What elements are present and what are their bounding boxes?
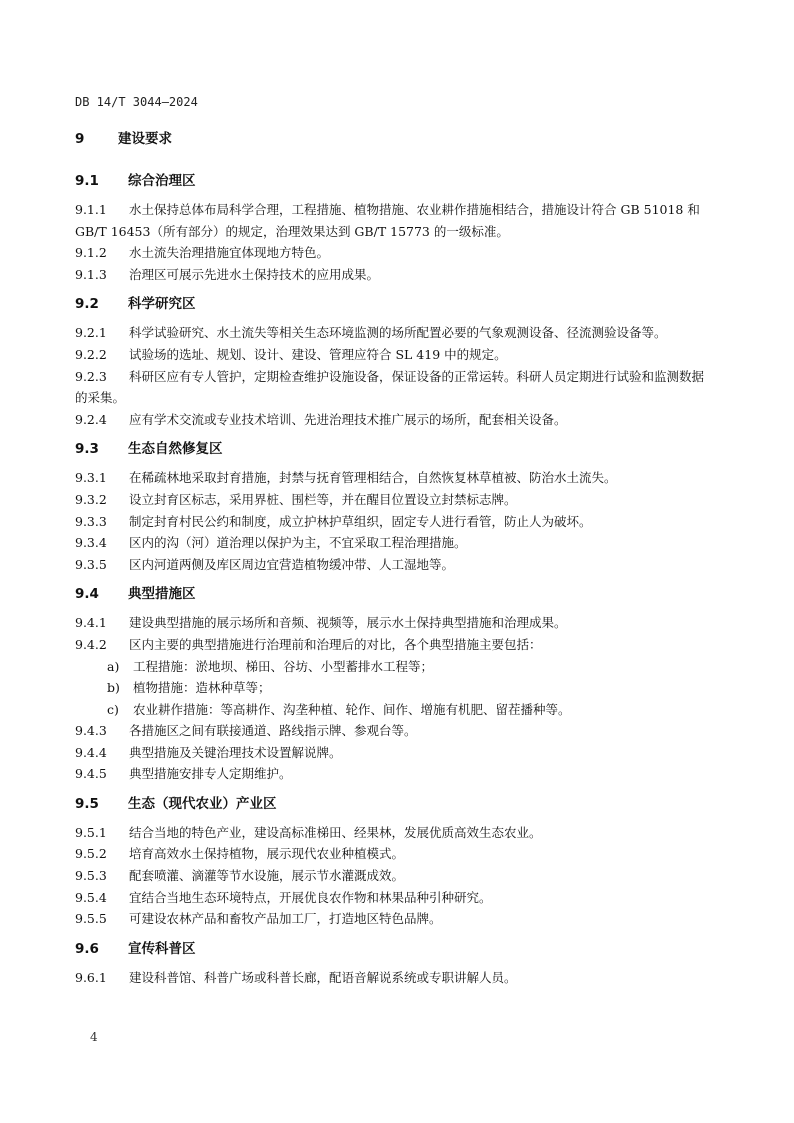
clause-text: 建设科普馆、科普广场或科普长廊，配语音解说系统或专职讲解人员。 xyxy=(129,969,517,985)
clause-number: 9.5.3 xyxy=(75,867,107,883)
clause xyxy=(75,865,705,887)
section-number: 9.5 xyxy=(75,795,99,812)
section-title: 生态自然修复区 xyxy=(128,441,223,458)
section-title: 综合治理区 xyxy=(128,173,196,189)
clause xyxy=(75,264,705,286)
section-title: 科学研究区 xyxy=(128,296,196,313)
clause-number: 9.1.3 xyxy=(75,266,107,282)
clause-number: 9.3.5 xyxy=(75,556,107,572)
clause xyxy=(75,467,705,489)
clause xyxy=(75,322,705,344)
clause-text: 制定封育村民公约和制度，成立护林护草组织，固定专人进行看管，防止人为破坏。 xyxy=(129,513,592,529)
list-item xyxy=(75,656,705,678)
clause-text: 应有学术交流或专业技术培训、先进治理技术推广展示的场所，配套相关设备。 xyxy=(129,411,567,427)
clause-number: 9.4.2 xyxy=(75,636,107,652)
clause-text: 典型措施及关键治理技术设置解说牌。 xyxy=(129,744,342,760)
chapter-title: 建设要求 xyxy=(118,131,172,147)
clause xyxy=(75,366,705,409)
section-number: 9.4 xyxy=(75,586,99,603)
clause-number: 9.4.3 xyxy=(75,723,107,738)
clause-number: 9.2.4 xyxy=(75,411,107,427)
clause-text: 各措施区之间有联接通道、路线指示牌、参观台等。 xyxy=(129,723,417,738)
clause-text: 宜结合当地生态环境特点，开展优良农作物和林果品种引种研究。 xyxy=(129,889,492,905)
list-item-label: c) xyxy=(107,701,119,717)
clause-text: 治理区可展示先进水土保持技术的应用成果。 xyxy=(129,266,380,282)
clause xyxy=(75,720,705,742)
document-body xyxy=(75,129,705,988)
section-title: 宣传科普区 xyxy=(128,940,196,957)
clause-number: 9.3.1 xyxy=(75,470,107,486)
clause-text: 试验场的选址、规划、设计、建设、管理应符合 SL 419 中的规定。 xyxy=(129,346,507,362)
clause-number: 9.4.1 xyxy=(75,615,107,631)
document-code: DB 14/T 3044—2024 xyxy=(75,95,198,109)
clause xyxy=(75,742,705,764)
section-heading xyxy=(75,293,705,315)
clause xyxy=(75,967,705,989)
clause xyxy=(75,242,705,264)
list-item-label: b) xyxy=(107,680,120,695)
clause-number: 9.3.3 xyxy=(75,513,107,529)
chapter-number: 9 xyxy=(75,131,85,147)
clause-text: 水土流失治理措施宜体现地方特色。 xyxy=(129,245,330,261)
list-item-text: 植物措施：造林种草等； xyxy=(133,680,271,695)
clause-text: 在稀疏林地采取封育措施，封禁与抚育管理相结合，自然恢复林草植被、防治水土流失。 xyxy=(129,470,617,486)
clause xyxy=(75,532,705,554)
clause xyxy=(75,634,705,656)
clause-text: 典型措施安排专人定期维护。 xyxy=(129,766,292,782)
page-number: 4 xyxy=(90,1030,98,1044)
clause-number: 9.2.3 xyxy=(75,368,107,384)
clause-number: 9.4.4 xyxy=(75,744,107,760)
clause-number: 9.5.5 xyxy=(75,911,107,927)
clause-text: 区内河道两侧及库区周边宜营造植物缓冲带、人工湿地等。 xyxy=(129,556,455,572)
clause-number: 9.6.1 xyxy=(75,969,107,985)
clause xyxy=(75,887,705,909)
clause-text: 区内主要的典型措施进行治理前和治理后的对比，各个典型措施主要包括： xyxy=(129,636,542,652)
section-number: 9.1 xyxy=(75,173,99,189)
chapter-heading xyxy=(75,129,705,149)
clause-number: 9.2.2 xyxy=(75,346,107,362)
clause-number: 9.3.4 xyxy=(75,535,107,551)
list-item-text: 工程措施：淤地坝、梯田、谷坊、小型蓄排水工程等； xyxy=(133,658,434,674)
clause-number: 9.4.5 xyxy=(75,766,107,782)
clause xyxy=(75,763,705,785)
clause xyxy=(75,554,705,576)
clause-number: 9.3.2 xyxy=(75,491,107,507)
clause-number: 9.5.2 xyxy=(75,846,107,862)
section-heading xyxy=(75,793,705,815)
clause-number: 9.5.1 xyxy=(75,824,107,840)
clause xyxy=(75,489,705,511)
clause-text: 科学试验研究、水土流失等相关生态环境监测的场所配置必要的气象观测设备、径流测验设备等。 xyxy=(129,325,667,341)
section-number: 9.3 xyxy=(75,441,99,458)
section-heading xyxy=(75,938,705,960)
clause-text: 科研区应有专人管护，定期检查维护设施设备，保证设备的正常运转。科研人员定期进行试验和监测数据的采集。 xyxy=(75,368,705,406)
clause-text: 可建设农林产品和畜牧产品加工厂，打造地区特色品牌。 xyxy=(129,911,442,927)
clause-text: 区内的沟（河）道治理以保护为主，不宜采取工程治理措施。 xyxy=(129,535,467,551)
clause xyxy=(75,843,705,865)
clause xyxy=(75,612,705,634)
section-number: 9.6 xyxy=(75,940,99,957)
clause-number: 9.5.4 xyxy=(75,889,107,905)
list-item xyxy=(75,677,705,699)
list-item xyxy=(75,699,705,721)
section-heading xyxy=(75,583,705,605)
clause-text: 培育高效水土保持植物，展示现代农业种植模式。 xyxy=(129,846,405,862)
clause-text: 水土保持总体布局科学合理，工程措施、植物措施、农业耕作措施相结合，措施设计符合 GB 51018 和 GB/T 16453（所有部分）的规定，治理效果达到 GB/T 15773 的一级标准。 xyxy=(75,202,700,239)
clause xyxy=(75,409,705,431)
clause xyxy=(75,344,705,366)
clause xyxy=(75,908,705,930)
clause-text: 配套喷灌、滴灌等节水设施，展示节水灌溉成效。 xyxy=(129,867,405,883)
clause-number: 9.1.1 xyxy=(75,202,107,217)
clause xyxy=(75,199,705,242)
list-item-label: a) xyxy=(107,658,120,674)
clause-text: 建设典型措施的展示场所和音频、视频等，展示水土保持典型措施和治理成果。 xyxy=(129,615,567,631)
clause xyxy=(75,511,705,533)
clause-text: 设立封育区标志，采用界桩、围栏等，并在醒目位置设立封禁标志牌。 xyxy=(129,491,517,507)
section-heading xyxy=(75,438,705,460)
list-item-text: 农业耕作措施：等高耕作、沟垄种植、轮作、间作、增施有机肥、留茬播种等。 xyxy=(133,701,571,717)
clause-text: 结合当地的特色产业，建设高标准梯田、经果林，发展优质高效生态农业。 xyxy=(129,824,542,840)
section-number: 9.2 xyxy=(75,296,99,313)
section-title: 生态（现代农业）产业区 xyxy=(128,795,277,812)
clause-number: 9.2.1 xyxy=(75,325,107,341)
section-heading xyxy=(75,170,705,192)
clause-number: 9.1.2 xyxy=(75,245,107,261)
clause xyxy=(75,822,705,844)
section-title: 典型措施区 xyxy=(128,586,196,603)
